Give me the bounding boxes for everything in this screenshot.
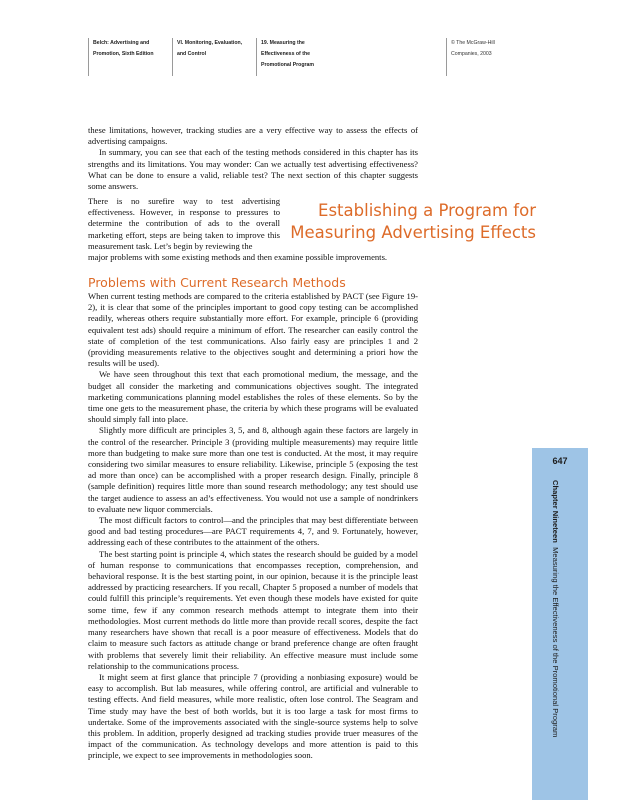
header-book-title: Belch: Advertising and Promotion, Sixth Edition (88, 38, 154, 76)
section-heading: Establishing a Program for Measuring Advertising Effects (290, 201, 536, 242)
main-text (88, 291, 418, 762)
header-copyright: © The McGraw-Hill Companies, 2003 (446, 38, 495, 76)
paragraph: When current testing methods are compared to the criteria established by PACT (see Figure 19-2), it is clear that some of the principles important to good copy testing can be accomplished readily, whereas others require substantially more effort. For example, principle 6 (providing equivalent test ads) should require a minimum of effort. The researcher can easily control the state of completion of the test communications. Also fairly easy are principles 1 and 2 (providing measurements relative to the objectives sought and determining a priori how the results will be used). (88, 291, 418, 369)
running-head (551, 480, 560, 780)
paragraph: It might seem at first glance that principle 7 (providing a nonbiasing exposure) would be easy to accomplish. But lab measures, while offering control, are artificial and vulnerable to testing effects. And field measures, while more realistic, often lose control. The Seagram and Time study may have the best of both worlds, but it is too large a task for most firms to undertake. Some of the improvements associated with the single-source systems help to solve this problem. In addition, properly designed ad tracking studies provide truer measures of the impact of the communication. As technology develops and more attention is paid to this principle, we expect to see improvements in methodologies soon. (88, 671, 418, 761)
chapter-title: Measuring the Effectiveness of the Promotional Program (551, 547, 560, 738)
header-part-title: VI. Monitoring, Evaluation, and Control (172, 38, 242, 76)
chapter-label: Chapter Nineteen (551, 480, 560, 543)
paragraph: We have seen throughout this text that each promotional medium, the message, and the budget all consider the marketing and communications objectives sought. The integrated marketing communications planning model establishes the roles of these elements. So by the time one gets to the measurement phase, the criteria by which these programs will be evaluated should simply fall into place. (88, 369, 418, 425)
intro-narrow-text: There is no surefire way to test advertising effectiveness. However, in response to pressures to determine the contribution of ads to the overall marketing effort, steps are being taken to improve this measurement task. Let’s begin by reviewing the (88, 196, 280, 251)
subsection-heading: Problems with Current Research Methods (88, 275, 346, 290)
header-chapter-title: 19. Measuring the Effectiveness of the Promotional Program (256, 38, 314, 76)
paragraph: In summary, you can see that each of the testing methods considered in this chapter has its strengths and its limitations. You may wonder: Can we actually test advertising effectiveness? What can be done to ensure a valid, reliable test? The next section of this chapter suggests some answers. (88, 147, 418, 192)
paragraph: The best starting point is principle 4, which states the research should be guided by a model of human response to communications that encompasses reception, comprehension, and behavioral response. It is the best starting point, in our opinion, because it is the principle least addressed by practicing researchers. If you recall, Chapter 5 proposed a number of models that could fulfill this principle’s requirements. Yet even though these models have existed for quite some time, few if any common research methods attempt to integrate them into their methodologies. Most current methods do little more than provide recall scores, despite the fact many researchers have shown that recall is a poor measure of effectiveness. Models that do claim to measure such factors as attitude change or brand preference change are often fraught with problems that severely limit their reliability. An effective measure must include some relationship to the communications process. (88, 548, 418, 671)
paragraph: The most difficult factors to control—and the principles that may best differentiate between good and bad testing procedures—are PACT requirements 4, 7, and 9. Fortunately, however, addressing each of these contributes to the attainment of the others. (88, 515, 418, 548)
paragraph: Slightly more difficult are principles 3, 5, and 8, although again these factors are largely in the control of the researcher. Principle 3 (providing multiple measurements) may require little more than budgeting to make sure more than one test is conducted. At the most, it may require considering two similar measures to ensure reliability. Likewise, principle 5 (exposing the test ad more than once) can be accomplished with a proper research design. Finally, principle 8 (sample definition) requires little more than sound research methodology; any test should use the target audience to assess an ad’s effectiveness. You would not use a sample of nondrinkers to evaluate new liquor commercials. (88, 425, 418, 514)
side-tab (532, 448, 588, 800)
page-number: 647 (552, 456, 568, 466)
opening-text (88, 125, 418, 192)
intro-full-text: major problems with some existing methods and then examine possible improvements. (88, 252, 388, 263)
paragraph: these limitations, however, tracking studies are a very effective way to assess the effects of advertising campaigns. (88, 125, 418, 147)
